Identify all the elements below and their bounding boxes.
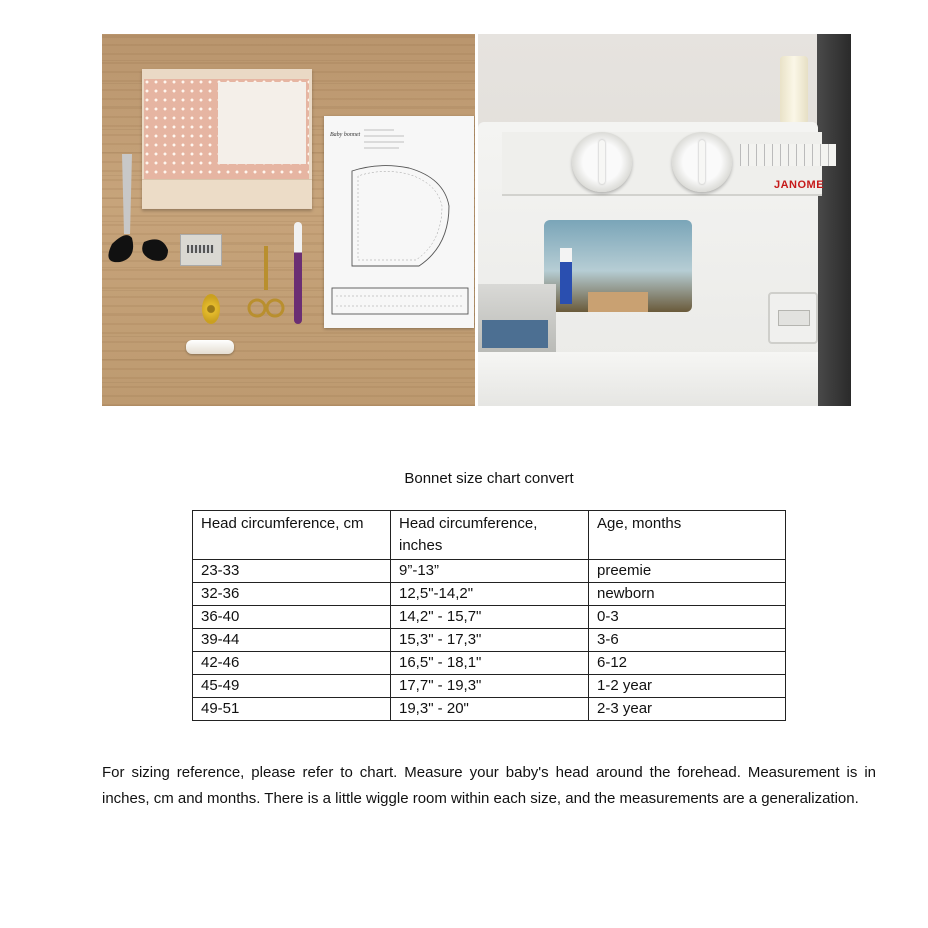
cell-cm: 49-51 [193,698,391,721]
cell-inches: 17,7" - 19,3" [391,675,589,698]
cell-age: 2-3 year [589,698,786,721]
brand-label: JANOME [774,179,825,191]
table-row [193,606,786,629]
cell-inches: 12,5"-14,2" [391,583,589,606]
cell-cm: 45-49 [193,675,391,698]
table-row [193,675,786,698]
supplies-photo [102,34,475,406]
cell-inches: 14,2" - 15,7" [391,606,589,629]
table-row [193,698,786,721]
cell-cm: 23-33 [193,560,391,583]
stitch-chart [740,144,836,166]
table-header-row [193,511,786,560]
scissors-icon [102,154,177,264]
table-row [193,560,786,583]
measuring-tape [202,294,220,324]
stitch-length-dial [572,132,632,192]
pattern-drawing [324,116,474,328]
glue-stick [560,248,572,304]
chart-caption: Bonnet size chart convert [404,470,574,487]
stitch-selector-dial [672,132,732,192]
cell-cm: 32-36 [193,583,391,606]
sewing-machine-photo [478,34,851,406]
cell-inches: 15,3" - 17,3" [391,629,589,652]
dark-background [817,34,851,406]
wood-block [588,292,648,312]
cell-cm: 36-40 [193,606,391,629]
machine-bed [478,352,818,406]
cell-inches: 9”-13” [391,560,589,583]
cell-age: 1-2 year [589,675,786,698]
table-row [193,583,786,606]
cell-inches: 19,3" - 20" [391,698,589,721]
sizing-reference-text: For sizing reference, please refer to chart. Measure your baby's head around the forehead. Measurement is in inches, cm and months. There is a little wiggle room within each size, and the measurements are a generalization. [102,764,876,807]
cell-inches: 16,5" - 18,1" [391,652,589,675]
presser-foot-plate [482,320,548,348]
pins-box [180,234,222,266]
cell-age: newborn [589,583,786,606]
table-row [193,629,786,652]
header-inches: Head circumference, inches [391,511,589,560]
header-cm: Head circumference, cm [193,511,391,560]
fabric-marker [294,222,302,324]
cell-age: preemie [589,560,786,583]
cell-cm: 39-44 [193,629,391,652]
machine-lever [768,292,818,344]
thread-spool [186,340,234,354]
header-age: Age, months [589,511,786,560]
cell-age: 0-3 [589,606,786,629]
embroidery-scissors-icon [246,246,286,322]
cell-age: 6-12 [589,652,786,675]
cell-age: 3-6 [589,629,786,652]
thread-cone [780,56,808,124]
size-chart-table [192,510,786,721]
bonnet-pattern-sheet [324,116,474,328]
pattern-title: Baby bonnet [330,132,361,138]
cell-cm: 42-46 [193,652,391,675]
white-fabric [218,82,306,164]
table-row [193,652,786,675]
